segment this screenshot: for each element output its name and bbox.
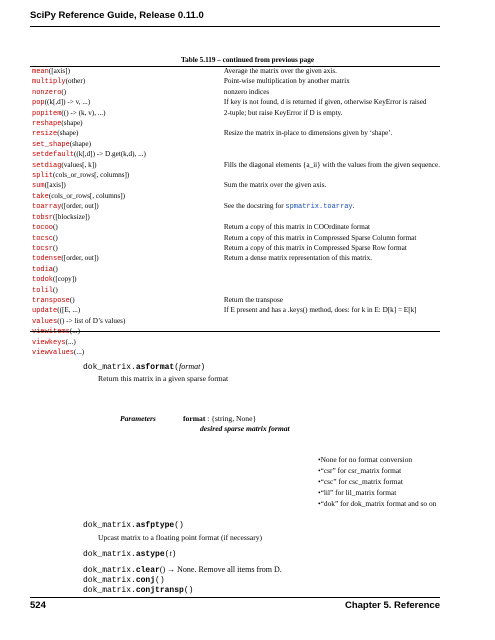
method-row <box>30 213 440 223</box>
method-description: Return a copy of this matrix in Compressed Sparse Row format <box>223 243 407 252</box>
method-link[interactable]: todia <box>32 265 54 274</box>
method-link[interactable]: tocsc <box>32 234 54 243</box>
method-args: (values[, k]) <box>61 160 97 169</box>
method-description: Average the matrix over the given axis. <box>223 67 337 75</box>
method-description: Fills the diagonal elements {a_ii} with the values from the given sequence. <box>223 160 440 169</box>
method-link[interactable]: viewvalues <box>32 348 75 357</box>
format-option: •“csc” for csc_matrix format <box>318 477 403 486</box>
method-name: asformat <box>135 363 175 372</box>
method-args: ([copy]) <box>53 275 77 284</box>
method-link[interactable]: split <box>32 172 54 181</box>
method-args: () <box>53 285 58 294</box>
method-link[interactable]: todense <box>32 255 62 264</box>
method-link[interactable]: transpose <box>32 296 70 305</box>
method-description: nonzero indices <box>223 87 270 96</box>
method-link[interactable]: tocoo <box>32 224 54 233</box>
method-description: Sum the matrix over the given axis. <box>223 181 327 190</box>
page-number: 524 <box>30 600 46 611</box>
parameters-label: Parameters <box>120 414 156 423</box>
method-args: () <box>53 264 58 273</box>
method-row <box>30 244 440 254</box>
method-description: 2-tuple; but raise KeyError if D is empty. <box>223 108 343 117</box>
method-args: (() -> (k, v), ...) <box>61 108 106 117</box>
method-row <box>30 317 440 327</box>
method-args: (() -> list of D’s values) <box>57 316 126 325</box>
method-link[interactable]: resize <box>32 130 58 139</box>
method-row: toarray([order, out]) See the docstring for spmatrix.toarray. <box>32 202 355 212</box>
method-link[interactable]: setdiag <box>32 161 62 170</box>
method-row <box>30 67 440 77</box>
table-caption: Table 5.119 – continued from previous page <box>180 56 315 64</box>
method-args: () <box>53 243 58 252</box>
method-link[interactable]: update <box>32 307 58 316</box>
method-args: (cols_or_rows[, columns]) <box>48 191 126 200</box>
method-row <box>30 338 440 348</box>
method-args: ((k[,d]) -> D.get(k,d), ...) <box>74 150 146 159</box>
asfptype-description: Upcast matrix to a floating point format (if necessary) <box>98 533 263 542</box>
docstring-link[interactable]: spmatrix.toarray <box>285 203 353 212</box>
method-row <box>30 98 440 108</box>
method-args: (other) <box>65 77 86 86</box>
method-description: See the docstring for <box>223 202 286 211</box>
method-row <box>30 223 440 233</box>
method-row <box>30 192 440 202</box>
method-link[interactable]: sum <box>32 182 45 191</box>
parameter-format: format : {string, None} <box>183 414 257 423</box>
method-args: ([order, out]) <box>61 202 99 211</box>
method-args: (shape) <box>69 139 91 148</box>
method-link[interactable]: todok <box>32 276 54 285</box>
method-args: (shape) <box>57 129 79 138</box>
astype-signature: dok_matrix.astype(t) <box>83 549 177 559</box>
conjtransp-signature: dok_matrix.conjtransp() <box>83 586 194 595</box>
method-link[interactable]: reshape <box>32 120 62 129</box>
method-link[interactable]: values <box>32 317 58 326</box>
method-row <box>30 109 440 119</box>
footer-rule <box>30 597 440 598</box>
method-description: Return a dense matrix representation of this matrix. <box>223 254 373 263</box>
header-rule <box>30 26 440 27</box>
method-args: () <box>69 295 75 304</box>
conj-signature: dok_matrix.conj() <box>83 576 165 585</box>
method-link[interactable]: tobsr <box>32 213 54 222</box>
method-args: (...) <box>65 337 76 346</box>
method-row <box>30 150 440 160</box>
method-args: ([order, out]) <box>61 254 99 263</box>
method-description: If E present and has a .keys() method, does: for k in E: D[k] = E[k] <box>223 306 417 315</box>
method-row <box>30 181 440 191</box>
method-description: Return a copy of this matrix in Compressed Sparse Column format <box>223 233 417 242</box>
method-args: () <box>53 233 58 242</box>
method-description: Resize the matrix in-place to dimensions given by ‘shape’. <box>223 129 393 138</box>
method-args: (([E, ...) <box>57 306 81 315</box>
format-option: •“csr” for csr_matrix format <box>318 466 402 475</box>
method-link[interactable]: pop <box>32 99 45 108</box>
method-row <box>30 327 440 337</box>
method-row <box>30 88 440 98</box>
method-row <box>30 265 440 275</box>
method-link[interactable]: nonzero <box>32 88 62 97</box>
clear-signature: dok_matrix.clear() → None. Remove all items from D. <box>83 565 282 575</box>
method-link[interactable]: tocsr <box>32 244 54 253</box>
method-args: ([blocksize]) <box>53 212 90 221</box>
method-args: (...) <box>69 327 80 336</box>
method-row <box>30 171 440 181</box>
parameter-description: desired sparse matrix format <box>200 424 290 433</box>
method-row <box>30 77 440 87</box>
chapter-label: Chapter 5. Reference <box>344 600 440 611</box>
method-row <box>30 129 440 139</box>
method-args: () <box>61 87 67 96</box>
method-link[interactable]: multiply <box>32 78 66 87</box>
method-row <box>30 296 440 306</box>
method-link[interactable]: mean <box>32 68 49 76</box>
method-link[interactable]: popitem <box>32 109 62 118</box>
method-link[interactable]: viewkeys <box>32 338 66 347</box>
method-description: Return a copy of this matrix in COOrdinate format <box>223 223 371 232</box>
asformat-signature: dok_matrix.asformat(format) <box>83 362 206 372</box>
table-bottom-rule <box>30 331 440 332</box>
method-row <box>30 306 440 316</box>
method-args: (cols_or_rows[, columns]) <box>53 171 130 180</box>
format-option: •“lil” for lil_matrix format <box>318 488 397 497</box>
method-args: (...) <box>74 347 85 356</box>
method-args: (shape) <box>61 119 83 128</box>
method-args: ([axis]) <box>48 67 70 75</box>
method-description: Point-wise multiplication by another matrix <box>223 77 350 86</box>
method-description: Return the transpose <box>223 295 283 304</box>
method-args: () <box>53 223 58 232</box>
method-link[interactable]: tolil <box>32 286 54 295</box>
method-args: ([axis]) <box>44 181 66 190</box>
method-link[interactable]: set_shape <box>32 140 70 149</box>
asformat-description: Return this matrix in a given sparse format <box>98 374 229 383</box>
running-header: SciPy Reference Guide, Release 0.11.0 <box>30 10 204 21</box>
page-footer <box>30 600 440 612</box>
method-args: ((k[,d]) -> v, ...) <box>44 98 91 107</box>
method-row <box>30 234 440 244</box>
method-link[interactable]: setdefault <box>32 151 75 160</box>
method-row <box>30 275 440 285</box>
method-description: If key is not found, d is returned if given, otherwise KeyError is raised <box>223 98 427 107</box>
method-row <box>30 161 440 171</box>
methods-table <box>30 67 440 358</box>
method-row <box>30 254 440 264</box>
method-row <box>30 140 440 150</box>
method-link[interactable]: viewitems <box>32 328 70 337</box>
method-row <box>30 286 440 296</box>
asfptype-signature: dok_matrix.asfptype() <box>83 521 184 530</box>
method-link[interactable]: take <box>32 192 49 201</box>
format-option: •“dok” for dok_matrix format and so on <box>318 499 437 508</box>
method-row <box>30 119 440 129</box>
method-row <box>30 348 440 358</box>
method-link[interactable]: toarray <box>32 203 62 212</box>
format-option: •None for no format conversion <box>318 455 413 464</box>
